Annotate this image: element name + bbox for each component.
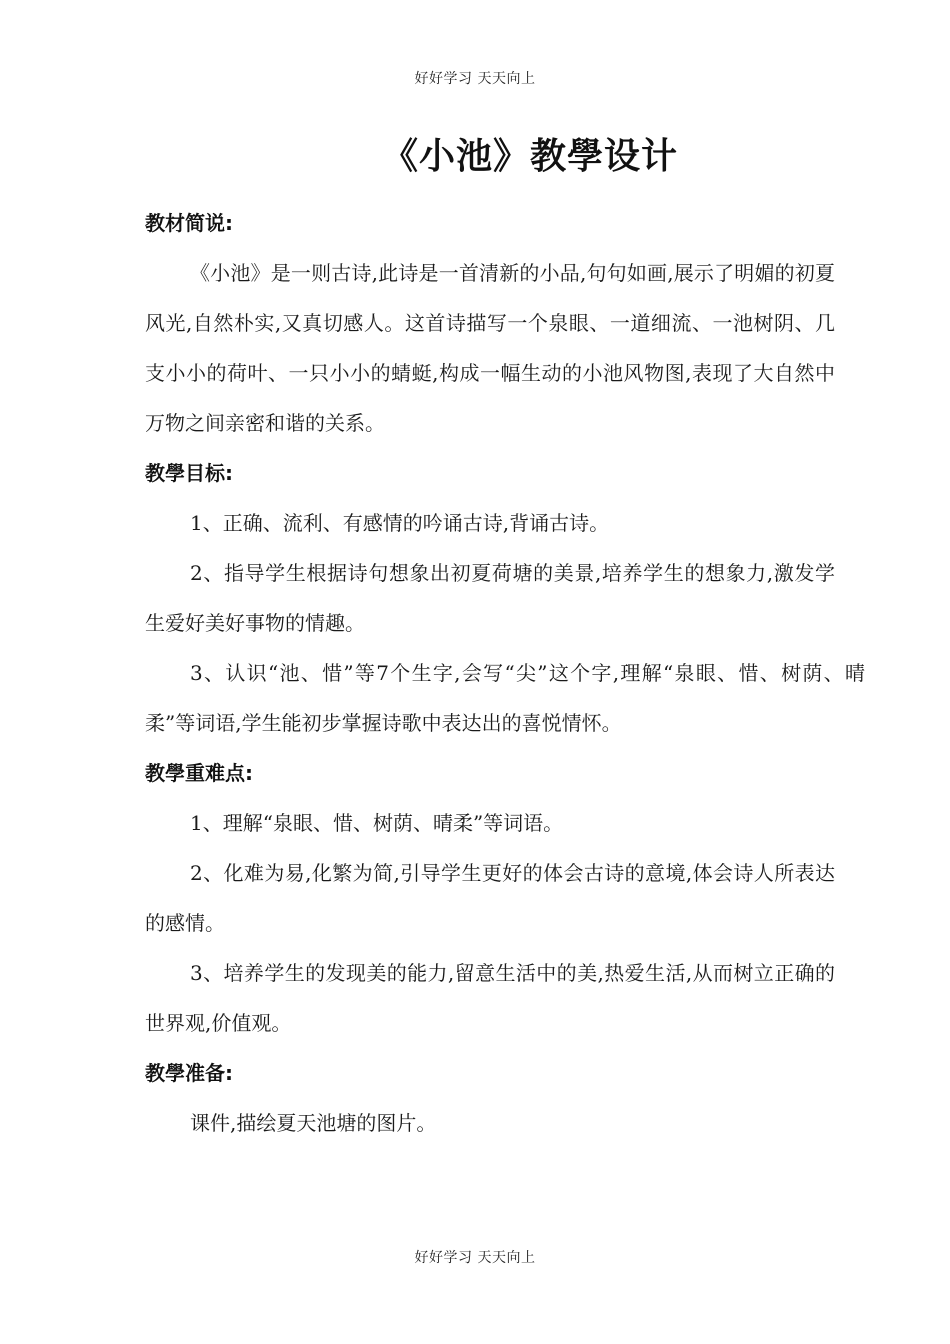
document-body bbox=[145, 198, 865, 1148]
keypoint-item-3: 3、培养学生的发现美的能力,留意生活中的美,热爱生活,从而树立正确的世界观,价值观。 bbox=[145, 961, 835, 1035]
goal-item-3: 3、认识“池、惜”等7个生字,会写“尖”这个字,理解“泉眼、惜、树荫、晴柔”等词语,学生能初步掌握诗歌中表达出的喜悦情怀。 bbox=[145, 661, 865, 735]
goal-item-1: 1、正确、流利、有感情的吟诵古诗,背诵古诗。 bbox=[190, 511, 610, 535]
materials-paragraph: 《小池》是一则古诗,此诗是一首清新的小品,句句如画,展示了明媚的初夏风光,自然朴实,又真切感人。这首诗描写一个泉眼、一道细流、一池树阴、几支小小的荷叶、一只小小的蜻蜓,构成一幅生动的小池风物图,表现了大自然中万物之间亲密和谐的关系。 bbox=[145, 261, 835, 435]
section-heading-materials: 教材简说: bbox=[145, 211, 233, 235]
page-header: 好好学习 天天向上 bbox=[414, 71, 536, 87]
page-title: 《小池》教學设计 bbox=[381, 136, 678, 177]
section-heading-goals: 教學目标: bbox=[145, 461, 233, 485]
section-heading-keypoints: 教學重难点: bbox=[145, 761, 253, 785]
page-footer: 好好学习 天天向上 bbox=[414, 1250, 536, 1266]
keypoint-item-1: 1、理解“泉眼、惜、树荫、晴柔”等词语。 bbox=[190, 811, 564, 835]
section-heading-preparation: 教學准备: bbox=[145, 1061, 233, 1085]
keypoint-item-2: 2、化难为易,化繁为简,引导学生更好的体会古诗的意境,体会诗人所表达的感情。 bbox=[145, 861, 835, 935]
goal-item-2: 2、指导学生根据诗句想象出初夏荷塘的美景,培养学生的想象力,激发学生爱好美好事物的情趣。 bbox=[145, 561, 835, 635]
preparation-paragraph: 课件,描绘夏天池塘的图片。 bbox=[190, 1111, 437, 1135]
